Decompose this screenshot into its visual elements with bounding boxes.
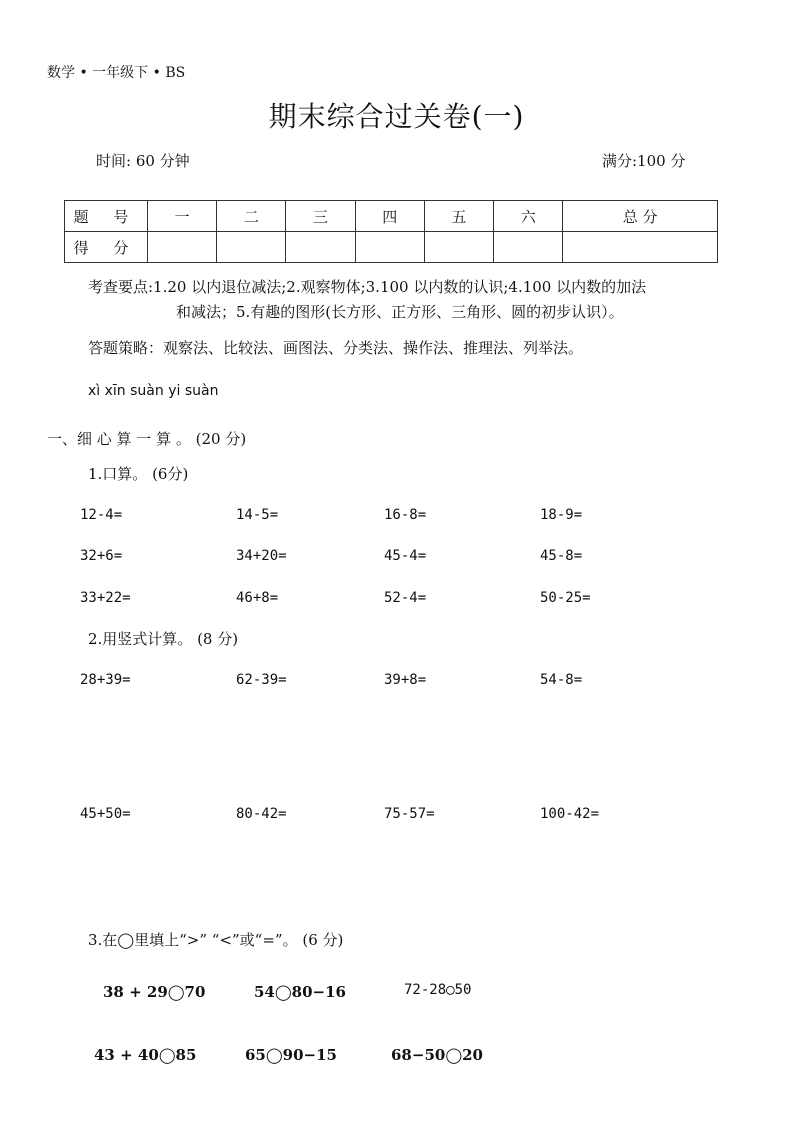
expression: 52-4= bbox=[384, 590, 427, 606]
comparison-expression[interactable]: 54◯80−16 bbox=[254, 983, 346, 1001]
score-table-score-row bbox=[65, 232, 718, 263]
score-table-header-cell: 三 bbox=[286, 201, 355, 232]
time-limit: 时间: 60 分钟 bbox=[96, 152, 190, 170]
expression: 45-4= bbox=[384, 548, 427, 564]
expression: 62-39= bbox=[236, 672, 287, 688]
expression: 34+20= bbox=[236, 548, 287, 564]
score-table-header-cell: 二 bbox=[217, 201, 286, 232]
score-cell[interactable] bbox=[424, 232, 493, 263]
score-table bbox=[64, 200, 718, 263]
expression: 18-9= bbox=[540, 507, 583, 523]
expression: 33+22= bbox=[80, 590, 131, 606]
score-table-header-cell: 六 bbox=[494, 201, 563, 232]
question-2-title: 2.用竖式计算。 (8 分) bbox=[88, 630, 239, 648]
expression: 14-5= bbox=[236, 507, 279, 523]
header-label: 数学 • 一年级下 • BS bbox=[47, 65, 186, 81]
page-title: 期末综合过关卷(一) bbox=[268, 100, 525, 133]
answer-strategy: 答题策略：观察法、比较法、画图法、分类法、操作法、推理法、列举法。 bbox=[88, 339, 584, 357]
question-1-title: 1.口算。 (6分) bbox=[88, 465, 189, 483]
expression: 45-8= bbox=[540, 548, 583, 564]
score-table-header-cell: 一 bbox=[148, 201, 217, 232]
score-row-label: 得 分 bbox=[65, 232, 148, 263]
score-cell[interactable] bbox=[355, 232, 424, 263]
section-1-title: 一、细 心 算 一 算 。 (20 分) bbox=[47, 430, 247, 448]
full-score: 满分:100 分 bbox=[602, 152, 686, 170]
expression: 50-25= bbox=[540, 590, 591, 606]
comparison-expression[interactable]: 72-28◯50 bbox=[404, 982, 472, 998]
expression: 28+39= bbox=[80, 672, 131, 688]
exam-points-line-1: 考查要点:1.20 以内退位减法;2.观察物体;3.100 以内数的认识;4.100 以内数的加法 bbox=[88, 278, 647, 296]
expression: 54-8= bbox=[540, 672, 583, 688]
score-table-header-cell: 五 bbox=[424, 201, 493, 232]
question-3-title: 3.在◯里填上“>” “<”或“=”。 (6 分) bbox=[88, 931, 344, 949]
score-cell[interactable] bbox=[286, 232, 355, 263]
comparison-expression[interactable]: 38 + 29◯70 bbox=[103, 983, 206, 1001]
expression: 16-8= bbox=[384, 507, 427, 523]
comparison-expression[interactable]: 43 + 40◯85 bbox=[94, 1046, 197, 1064]
expression: 80-42= bbox=[236, 806, 287, 822]
expression: 39+8= bbox=[384, 672, 427, 688]
score-cell[interactable] bbox=[217, 232, 286, 263]
score-table-header-row bbox=[65, 201, 718, 232]
score-table-header-cell: 四 bbox=[355, 201, 424, 232]
score-table-header-cell: 题 号 bbox=[65, 201, 148, 232]
comparison-expression[interactable]: 65◯90−15 bbox=[245, 1046, 337, 1064]
pinyin-annotation: xì xīn suàn yi suàn bbox=[88, 383, 219, 399]
expression: 75-57= bbox=[384, 806, 435, 822]
expression: 12-4= bbox=[80, 507, 123, 523]
score-table-header-cell: 总 分 bbox=[563, 201, 718, 232]
comparison-expression[interactable]: 68−50◯20 bbox=[391, 1046, 483, 1064]
score-cell[interactable] bbox=[563, 232, 718, 263]
expression: 100-42= bbox=[540, 806, 600, 822]
score-cell[interactable] bbox=[148, 232, 217, 263]
score-cell[interactable] bbox=[494, 232, 563, 263]
exam-points-line-2: 和减法；5.有趣的图形(长方形、正方形、三角形、圆的初步认识）。 bbox=[176, 303, 624, 321]
expression: 45+50= bbox=[80, 806, 131, 822]
expression: 32+6= bbox=[80, 548, 123, 564]
expression: 46+8= bbox=[236, 590, 279, 606]
